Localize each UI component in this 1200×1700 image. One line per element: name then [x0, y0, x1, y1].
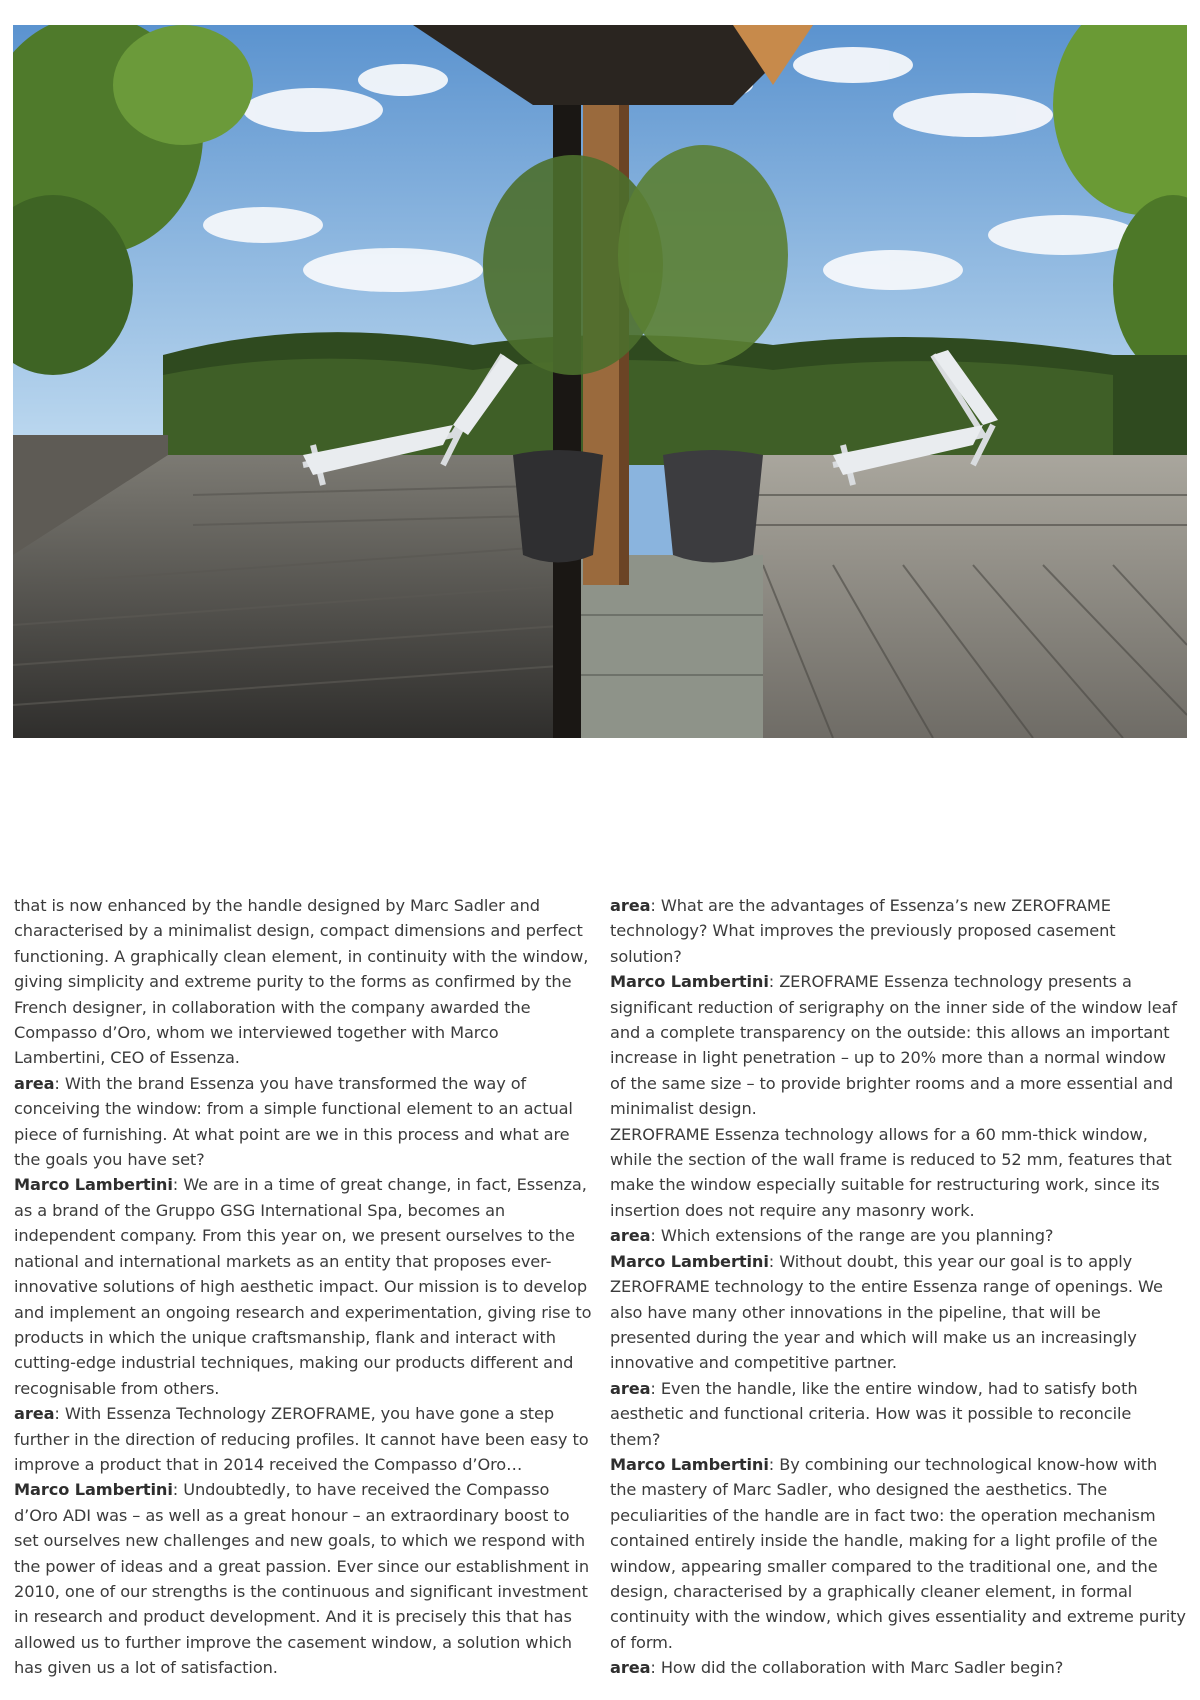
right-paragraph-2 — [610, 1122, 1186, 1224]
left-paragraph-3 — [14, 1401, 594, 1477]
interviewee-label: Marco Lambertini — [610, 972, 769, 992]
right-paragraph-0 — [610, 893, 1186, 969]
body-text: ZEROFRAME Essenza technology allows for a 60 mm-thick window, while the section of the wall frame is reduced to 52 mm, features that make the window especially suitable for restructuring work, since its insertion does not require any masonry work. — [610, 1124, 1172, 1220]
left-text-0: that is now enhanced by the handle designed by Marc Sadler and characterised by a minimalist design, compact dimensions and perfect functioning. A graphically clean element, in continuity with the window, giving simplicity and extreme purity to the forms as confirmed by the French designer, in collaboration with the company awarded the Compasso d’Oro, whom we interviewed together with Marco Lambertini, CEO of Essenza. — [14, 896, 589, 1068]
interviewee-label: Marco Lambertini — [14, 1480, 173, 1500]
interviewer-label: area — [14, 1073, 55, 1093]
left-paragraph-2 — [14, 1172, 594, 1401]
right-paragraph-6 — [610, 1452, 1186, 1655]
question-text: : How did the collaboration with Marc Sadler begin? — [650, 1658, 1064, 1678]
right-paragraph-1 — [610, 969, 1186, 1121]
right-paragraph-5 — [610, 1376, 1186, 1452]
left-paragraph-0 — [14, 893, 594, 1071]
terrace-illustration — [13, 25, 1187, 738]
left-column — [14, 893, 594, 1681]
interviewer-label: area — [610, 1658, 651, 1678]
interviewer-label: area — [610, 1378, 651, 1398]
question-text: : Which extensions of the range are you planning? — [650, 1226, 1054, 1246]
interviewee-label: Marco Lambertini — [610, 1251, 769, 1271]
right-paragraph-3 — [610, 1223, 1186, 1248]
question-text: : With Essenza Technology ZEROFRAME, you have gone a step further in the direction of reducing profiles. It cannot have been easy to improve a product that in 2014 received the Compasso d’Oro… — [14, 1404, 589, 1474]
right-column — [610, 893, 1186, 1681]
right-paragraph-4 — [610, 1249, 1186, 1376]
answer-text: : We are in a time of great change, in fact, Essenza, as a brand of the Gruppo GSG International Spa, becomes an independent company. From this year on, we present ourselves to the national and international markets as an entity that proposes ever-innovative solutions of high aesthetic impact. Our mission is to develop and implement an ongoing research and experimentation, giving rise to products in which the unique craftsmanship, flank and interact with cutting-edge industrial techniques, making our products different and recognisable from others. — [14, 1175, 592, 1398]
question-text: : What are the advantages of Essenza’s new ZEROFRAME technology? What improves the previously proposed casement solution? — [610, 896, 1116, 966]
terrace-photo — [13, 25, 1187, 738]
interviewee-label: Marco Lambertini — [14, 1175, 173, 1195]
left-paragraph-1 — [14, 1071, 594, 1173]
answer-text: : Without doubt, this year our goal is to apply ZEROFRAME technology to the entire Essenza range of openings. We also have many other innovations in the pipeline, that will be presented during the year and which will make us an increasingly innovative and competitive partner. — [610, 1251, 1163, 1373]
right-paragraph-7 — [610, 1655, 1186, 1680]
answer-text: : Undoubtedly, to have received the Compasso d’Oro ADI was – as well as a great honour – an extraordinary boost to set ourselves new challenges and new goals, to which we respond with the power of ideas and a great passion. Ever since our establishment in 2010, one of our strengths is the continuous and significant investment in research and product development. And it is precisely this that has allowed us to further improve the casement window, a solution which has given us a lot of satisfaction. — [14, 1480, 589, 1678]
question-text: : With the brand Essenza you have transformed the way of conceiving the window: from a simple functional element to an actual piece of furnishing. At what point are we in this process and what are the goals you have set? — [14, 1073, 573, 1170]
interviewer-label: area — [14, 1404, 55, 1424]
answer-text: : By combining our technological know-how with the mastery of Marc Sadler, who designed the aesthetics. The peculiarities of the handle are in fact two: the operation mechanism contained entirely inside the handle, making for a light profile of the window, appearing smaller compared to the traditional one, and the design, characterised by a graphically cleaner element, in formal continuity with the window, which gives essentiality and extreme purity of form. — [610, 1454, 1186, 1652]
interviewer-label: area — [610, 1226, 651, 1246]
answer-text: : ZEROFRAME Essenza technology presents a significant reduction of serigraphy on the inner side of the window leaf and a complete transparency on the outside: this allows an important increase in light penetration – up to 20% more than a normal window of the same size – to provide brighter rooms and a more essential and minimalist design. — [610, 972, 1177, 1119]
interviewee-label: Marco Lambertini — [610, 1454, 769, 1474]
interviewer-label: area — [610, 896, 651, 915]
question-text: : Even the handle, like the entire window, had to satisfy both aesthetic and functional criteria. How was it possible to reconcile them? — [610, 1378, 1138, 1449]
left-paragraph-4 — [14, 1477, 594, 1680]
